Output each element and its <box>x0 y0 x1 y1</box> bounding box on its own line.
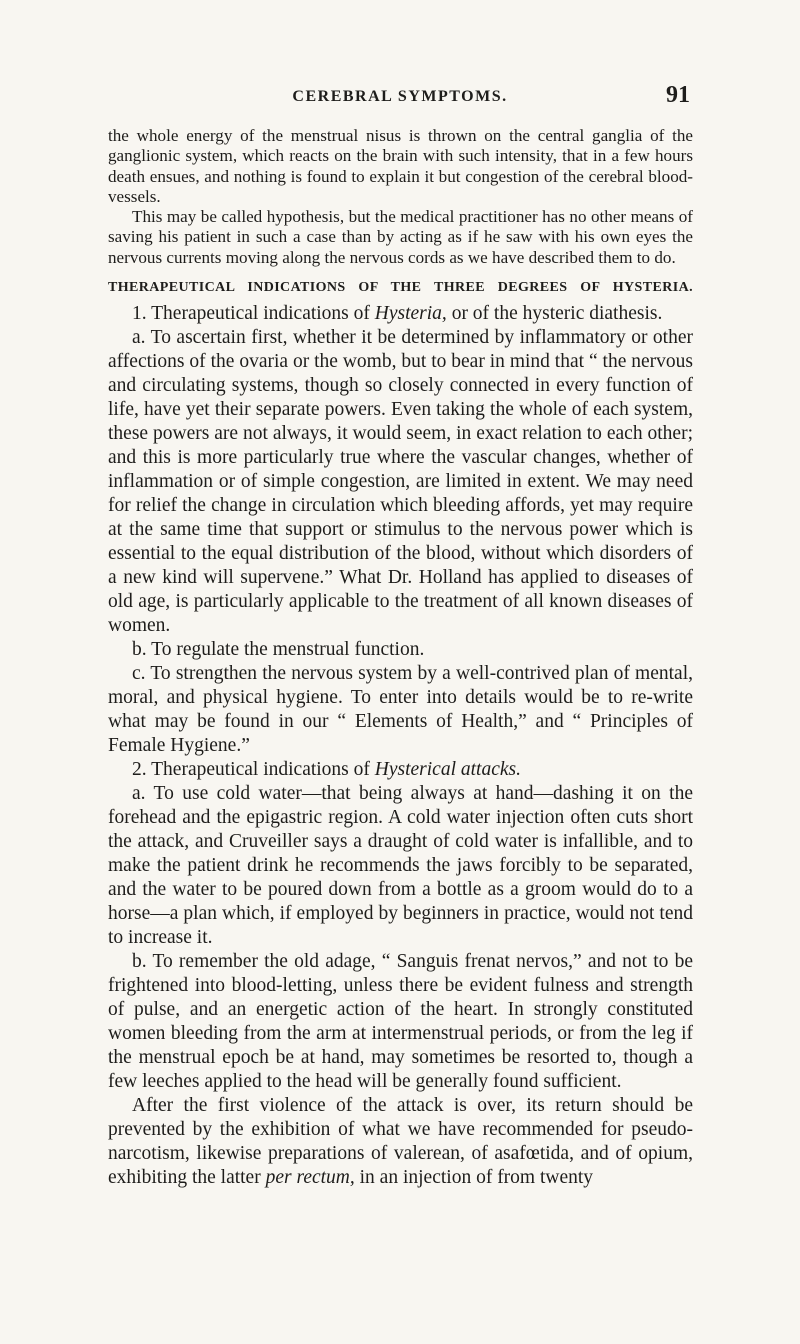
section-heading: THERAPEUTICAL INDICATIONS OF THE THREE DEGREES OF HYSTERIA. <box>108 280 693 296</box>
paragraph-indications-hysteria <box>108 302 693 326</box>
paragraph-text: in an injection of from twenty <box>354 1167 594 1189</box>
running-title: CEREBRAL SYMPTOMS. <box>292 88 508 105</box>
paragraph-continuation: the whole energy of the menstrual nisus is thrown on the central ganglia of the ganglionic system, which reacts on the brain with such intensity, that in a few hours death ensues, and nothing is found to explain it but congestion of the cerebral blood-vessels. <box>108 126 693 206</box>
italic-term: per rectum, <box>265 1167 355 1189</box>
paragraph-text: 2. Therapeutical indications of <box>132 759 375 781</box>
paragraph-hypothesis: This may be called hypothesis, but the medical practitioner has no other means of saving his patient in such a case than by acting as if he saw with his own eyes the nervous currents moving along the nervous cords as we have described them to do. <box>108 207 693 267</box>
paragraph-attack-item-b: b. To remember the old adage, “ Sanguis frenat nervos,” and not to be frightened into blood-letting, unless there be evident fulness and strength of pulse, and an energetic action of the heart. In strongly constituted women bleeding from the arm at intermenstrual periods, or from the leg if the menstrual epoch be at hand, may sometimes be resorted to, though a few leeches applied to the head will be generally found sufficient. <box>108 951 693 1093</box>
paragraph-text: or of the hysteric diathesis. <box>446 303 663 325</box>
page-number: 91 <box>666 82 690 108</box>
body-text <box>108 126 693 1190</box>
italic-term: Hysteria, <box>374 303 447 325</box>
paragraph-item-a: a. To ascertain first, whether it be determined by inflammatory or other affections of the ovaria or the womb, but to bear in mind that “ the nervous and circulating systems, though so closely connected in every function of life, have yet their separate powers. Even taking the whole of each system, these powers are not always, it would seem, in exact relation to each other; and this is more particularly true where the vascular changes, whether of inflammation or of simple congestion, are limited in extent. We may need for relief the change in circulation which bleeding affords, yet may require at the same time that support or stimulus to the nervous power which is essential to the equal distribution of the blood, without which disorders of a new kind will supervene.” What Dr. Holland has applied to diseases of old age, is particularly applicable to the treatment of all known diseases of women. <box>108 327 693 637</box>
running-header <box>110 82 690 116</box>
paragraph-text: After the first violence of the attack is over, its return should be prevented by the exhibition of what we have recommended for pseudo-narcotism, likewise preparations of valerean, of asafœtida, and of opium, exhibiting the latter <box>108 1095 693 1189</box>
paragraph-text: 1. Therapeutical indications of <box>132 303 375 325</box>
italic-term: Hysterical attacks. <box>374 759 521 781</box>
paragraph-indications-attacks <box>108 758 693 782</box>
paragraph-item-c: c. To strengthen the nervous system by a well-contrived plan of mental, moral, and physical hygiene. To enter into details would be to re-write what may be found in our “ Elements of Health,” and “ Principles of Female Hygiene.” <box>108 663 693 757</box>
paragraph-item-b: b. To regulate the menstrual function. <box>132 639 425 661</box>
paragraph-attack-item-a: a. To use cold water—that being always at hand—dashing it on the forehead and the epigastric region. A cold water injection often cuts short the attack, and Cruveiller says a draught of cold water is infallible, and to make the patient drink he recommends the jaws forcibly to be separated, and the water to be poured down from a bottle as a groom would do to a horse—a plan which, if employed by beginners in practice, would not tend to increase it. <box>108 783 693 949</box>
paragraph-after-attack <box>108 1094 693 1190</box>
